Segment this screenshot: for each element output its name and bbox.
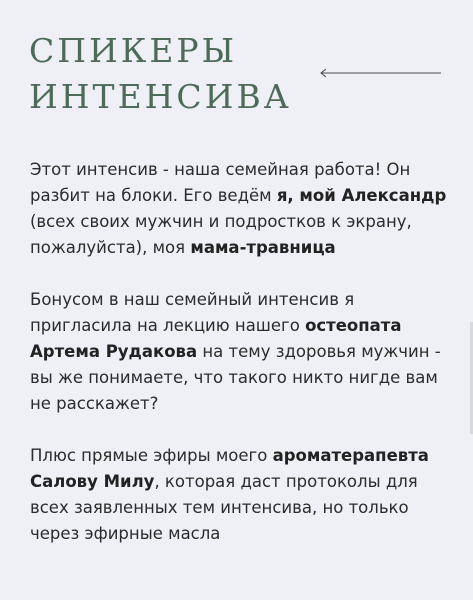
page-title-line-1: СПИКЕРЫ bbox=[29, 31, 238, 70]
arrow-left-icon bbox=[319, 66, 441, 80]
highlight-speakers: я, мой Александр bbox=[276, 186, 447, 205]
highlight-herbalist: мама-травница bbox=[190, 238, 336, 257]
highlight-osteopath: остеопата Артема Рудакова bbox=[30, 316, 402, 361]
paragraph-text: Бонусом в наш семейный интенсив я пригласила на лекцию нашего bbox=[30, 290, 355, 335]
paragraph-live-streams bbox=[30, 443, 450, 547]
page-title bbox=[29, 28, 292, 120]
paragraph-family-work bbox=[30, 157, 450, 261]
paragraph-text: Плюс прямые эфиры моего bbox=[30, 446, 273, 465]
highlight-aromatherapist: ароматерапевта Салову Милу bbox=[30, 446, 429, 491]
paragraph-bonus-lecture bbox=[30, 287, 450, 417]
paragraph-text: на тему здоровья мужчин - вы же понимаете, что такого никто нигде вам не расскажет? bbox=[30, 342, 441, 413]
page-title-line-2: ИНТЕНСИВА bbox=[29, 77, 292, 116]
paragraph-text: (всех своих мужчин и подростков к экрану, пожалуйста), моя bbox=[30, 212, 412, 257]
paragraph-text: , которая даст протоколы для всех заявленных тем интенсива, но только через эфирные масла bbox=[30, 472, 418, 543]
paragraph-text: Этот интенсив - наша семейная работа! Он разбит на блоки. Его ведём bbox=[30, 160, 411, 205]
speakers-description bbox=[30, 157, 450, 573]
